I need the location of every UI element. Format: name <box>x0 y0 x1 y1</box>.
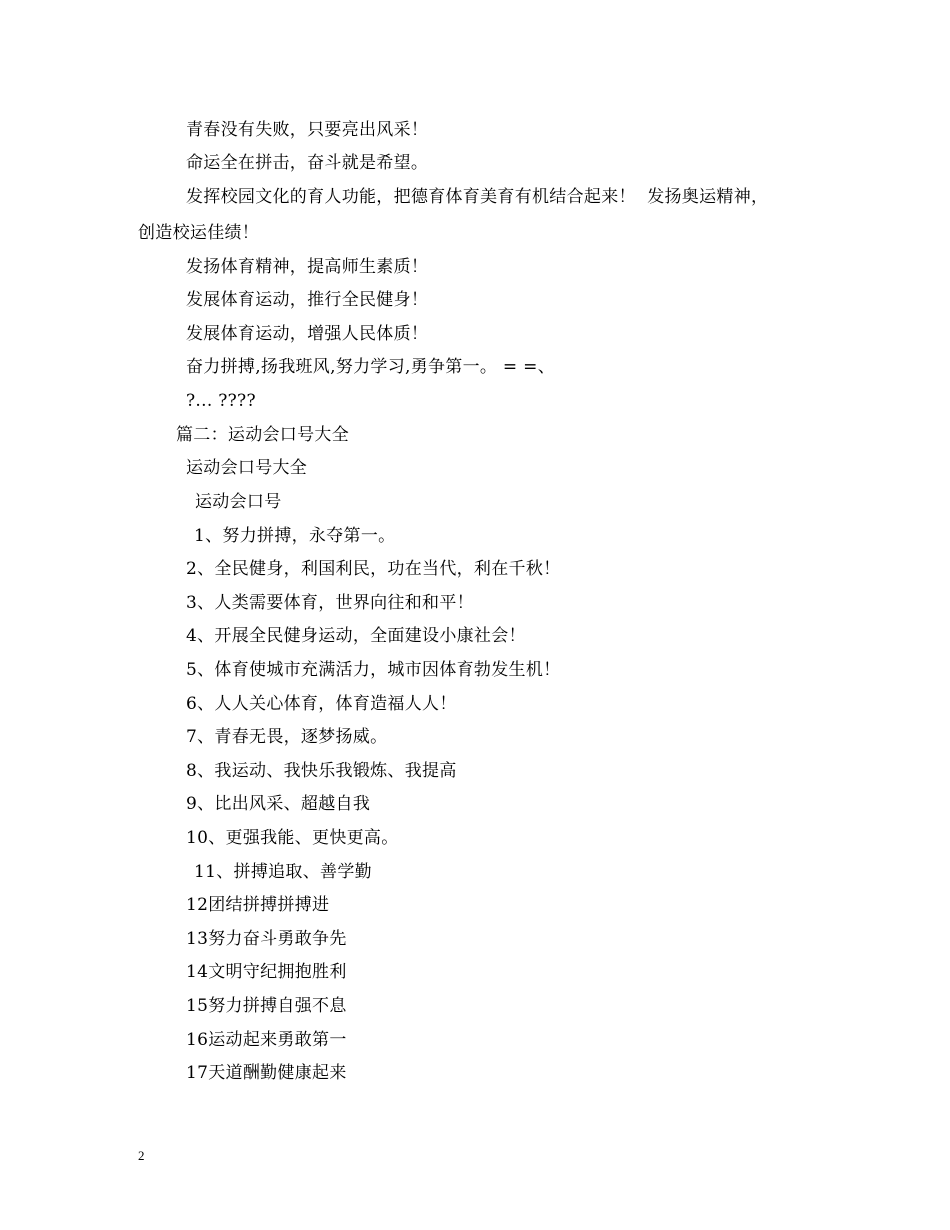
list-item: 8、我运动、我快乐我锻炼、我提高 <box>186 761 457 781</box>
list-item: 1、努力拼搏，永夺第一。 <box>194 526 396 546</box>
text-line: 发展体育运动，推行全民健身！ <box>186 290 429 310</box>
list-item: 16运动起来勇敢第一 <box>186 1030 347 1050</box>
list-item: 17天道酬勤健康起来 <box>186 1063 347 1083</box>
list-item: 7、青春无畏，逐梦扬威。 <box>186 727 388 747</box>
text-line: 创造校运佳绩！ <box>138 223 260 243</box>
list-item: 15努力拼搏自强不息 <box>186 996 347 1016</box>
section-heading: 篇二：运动会口号大全 <box>176 425 349 445</box>
text-line: 运动会口号 <box>195 492 282 512</box>
text-line: 运动会口号大全 <box>186 458 308 478</box>
list-item: 4、开展全民健身运动，全面建设小康社会！ <box>186 626 526 646</box>
text-line: 发扬体育精神，提高师生素质！ <box>186 257 429 277</box>
list-item: 2、全民健身，利国利民，功在当代，利在千秋！ <box>186 559 561 579</box>
text-line: 青春没有失败，只要亮出风采！ <box>186 120 429 140</box>
text-line: 奋力拼搏,扬我班风,努力学习,勇争第一。 = =、 <box>186 357 556 377</box>
list-item: 6、人人关心体育，体育造福人人！ <box>186 694 457 714</box>
list-item: 10、更强我能、更快更高。 <box>186 828 399 848</box>
list-item: 13努力奋斗勇敢争先 <box>186 929 347 949</box>
list-item: 12团结拼搏拼搏进 <box>186 895 330 915</box>
list-item: 14文明守纪拥抱胜利 <box>186 962 347 982</box>
text-line: 命运全在拼击，奋斗就是希望。 <box>186 153 429 173</box>
text-line: ?... ???? <box>186 391 256 411</box>
list-item: 3、人类需要体育，世界向往和和平！ <box>186 593 474 613</box>
list-item: 9、比出风采、超越自我 <box>186 794 371 814</box>
page-number: 2 <box>138 1148 145 1163</box>
text-line: 发展体育运动，增强人民体质！ <box>186 324 429 344</box>
list-item: 5、体育使城市充满活力，城市因体育勃发生机！ <box>186 660 561 680</box>
list-item: 11、拼搏追取、善学勤 <box>194 862 372 882</box>
text-line: 发挥校园文化的育人功能，把德育体育美育有机结合起来！ 发扬奥运精神， <box>186 187 769 207</box>
